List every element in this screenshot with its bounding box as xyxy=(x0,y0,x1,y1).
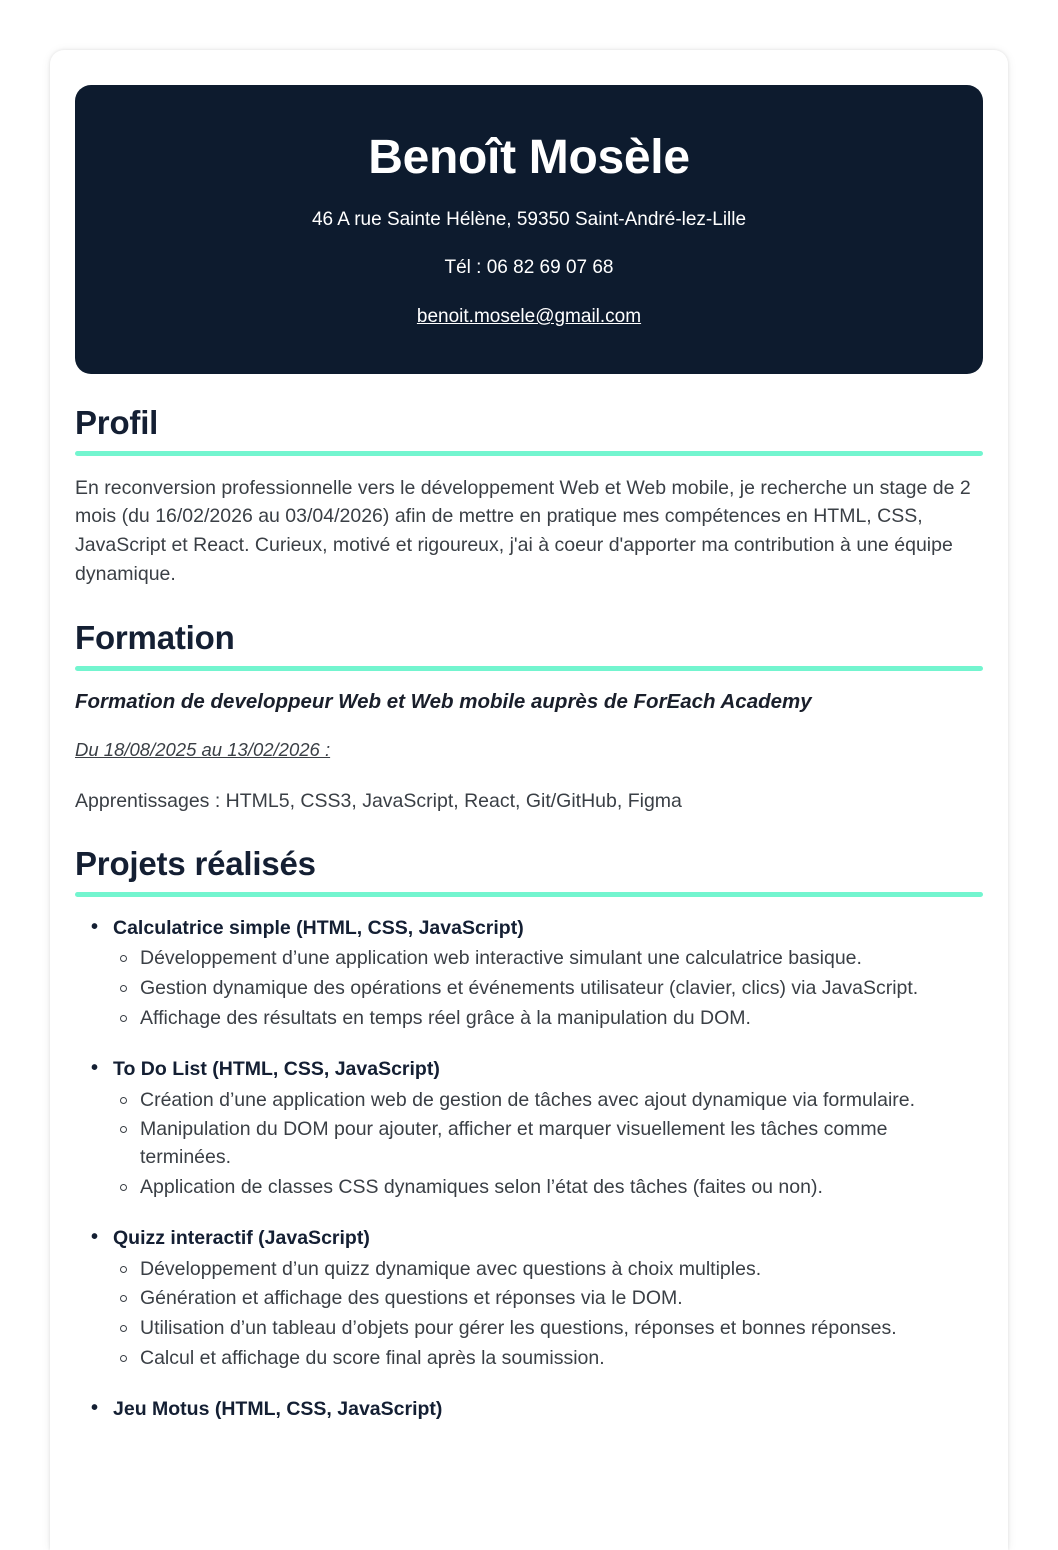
project-title: • To Do List (HTML, CSS, JavaScript) xyxy=(113,1056,983,1082)
project-detail-item: Développement d’une application web interactive simulant une calculatrice basique. xyxy=(140,945,983,973)
project-detail-item: Application de classes CSS dynamiques selon l’état des tâches (faites ou non). xyxy=(140,1174,983,1202)
project-detail-list xyxy=(113,945,983,1032)
project-detail-item: Génération et affichage des questions et réponses via le DOM. xyxy=(140,1285,983,1313)
project-item xyxy=(113,1056,983,1201)
contact-email-link[interactable]: benoit.mosele@gmail.com xyxy=(416,306,642,328)
section-projets xyxy=(75,845,983,1423)
project-detail-item: Utilisation d’un tableau d’objets pour gérer les questions, réponses et bonnes réponses. xyxy=(140,1315,983,1343)
cv-page-sheet xyxy=(50,50,1008,1550)
projects-list xyxy=(75,915,983,1423)
section-divider-projets xyxy=(75,892,983,897)
cv-content xyxy=(50,404,1008,1463)
project-title: • Quizz interactif (JavaScript) xyxy=(113,1225,983,1251)
project-item xyxy=(113,1396,983,1422)
contact-address: 46 A rue Sainte Hélène, 59350 Saint-André-lez-Lille xyxy=(311,208,747,230)
project-detail-list xyxy=(113,1256,983,1373)
formation-program-title: Formation de developpeur Web et Web mobile auprès de ForEach Academy xyxy=(75,689,812,713)
project-detail-item: Développement d’un quizz dynamique avec questions à choix multiples. xyxy=(140,1256,983,1284)
project-item xyxy=(113,1225,983,1372)
section-title-formation: Formation xyxy=(75,619,235,657)
page-title: Benoît Mosèle xyxy=(368,131,690,184)
profil-paragraph: En reconversion professionnelle vers le développement Web et Web mobile, je recherche un stage de 2 mois (du 16/02/2026 au 03/04/2026) afin de mettre en pratique mes compétences en HTML, CSS, JavaScript et React. Curieux, motivé et rigoureux, j'ai à coeur d'apporter ma contribution à une équipe dynamique. xyxy=(75,476,971,586)
project-detail-item: Manipulation du DOM pour ajouter, afficher et marquer visuellement les tâches comme terminées. xyxy=(140,1116,983,1171)
section-title-profil: Profil xyxy=(75,403,159,441)
section-divider-formation xyxy=(75,666,983,671)
contact-phone: Tél : 06 82 69 07 68 xyxy=(444,257,614,279)
formation-dates: Du 18/08/2025 au 13/02/2026 : xyxy=(75,738,331,760)
section-divider-profil xyxy=(75,451,983,456)
section-formation xyxy=(75,619,983,815)
project-detail-item: Calcul et affichage du score final après la soumission. xyxy=(140,1345,983,1373)
cv-header-card xyxy=(75,85,983,374)
project-detail-item: Gestion dynamique des opérations et événements utilisateur (clavier, clics) via JavaScript. xyxy=(140,975,983,1003)
section-profil xyxy=(75,404,983,589)
project-title: • Jeu Motus (HTML, CSS, JavaScript) xyxy=(113,1396,983,1422)
project-title: • Calculatrice simple (HTML, CSS, JavaScript) xyxy=(113,915,983,941)
formation-learnings: Apprentissages : HTML5, CSS3, JavaScript, React, Git/GitHub, Figma xyxy=(75,789,682,812)
section-title-projets: Projets réalisés xyxy=(75,844,316,882)
contact-email-line xyxy=(105,304,953,330)
project-item xyxy=(113,915,983,1032)
project-detail-item: Création d’une application web de gestion de tâches avec ajout dynamique via formulaire. xyxy=(140,1087,983,1115)
project-detail-item: Affichage des résultats en temps réel grâce à la manipulation du DOM. xyxy=(140,1005,983,1033)
project-detail-list xyxy=(113,1087,983,1202)
